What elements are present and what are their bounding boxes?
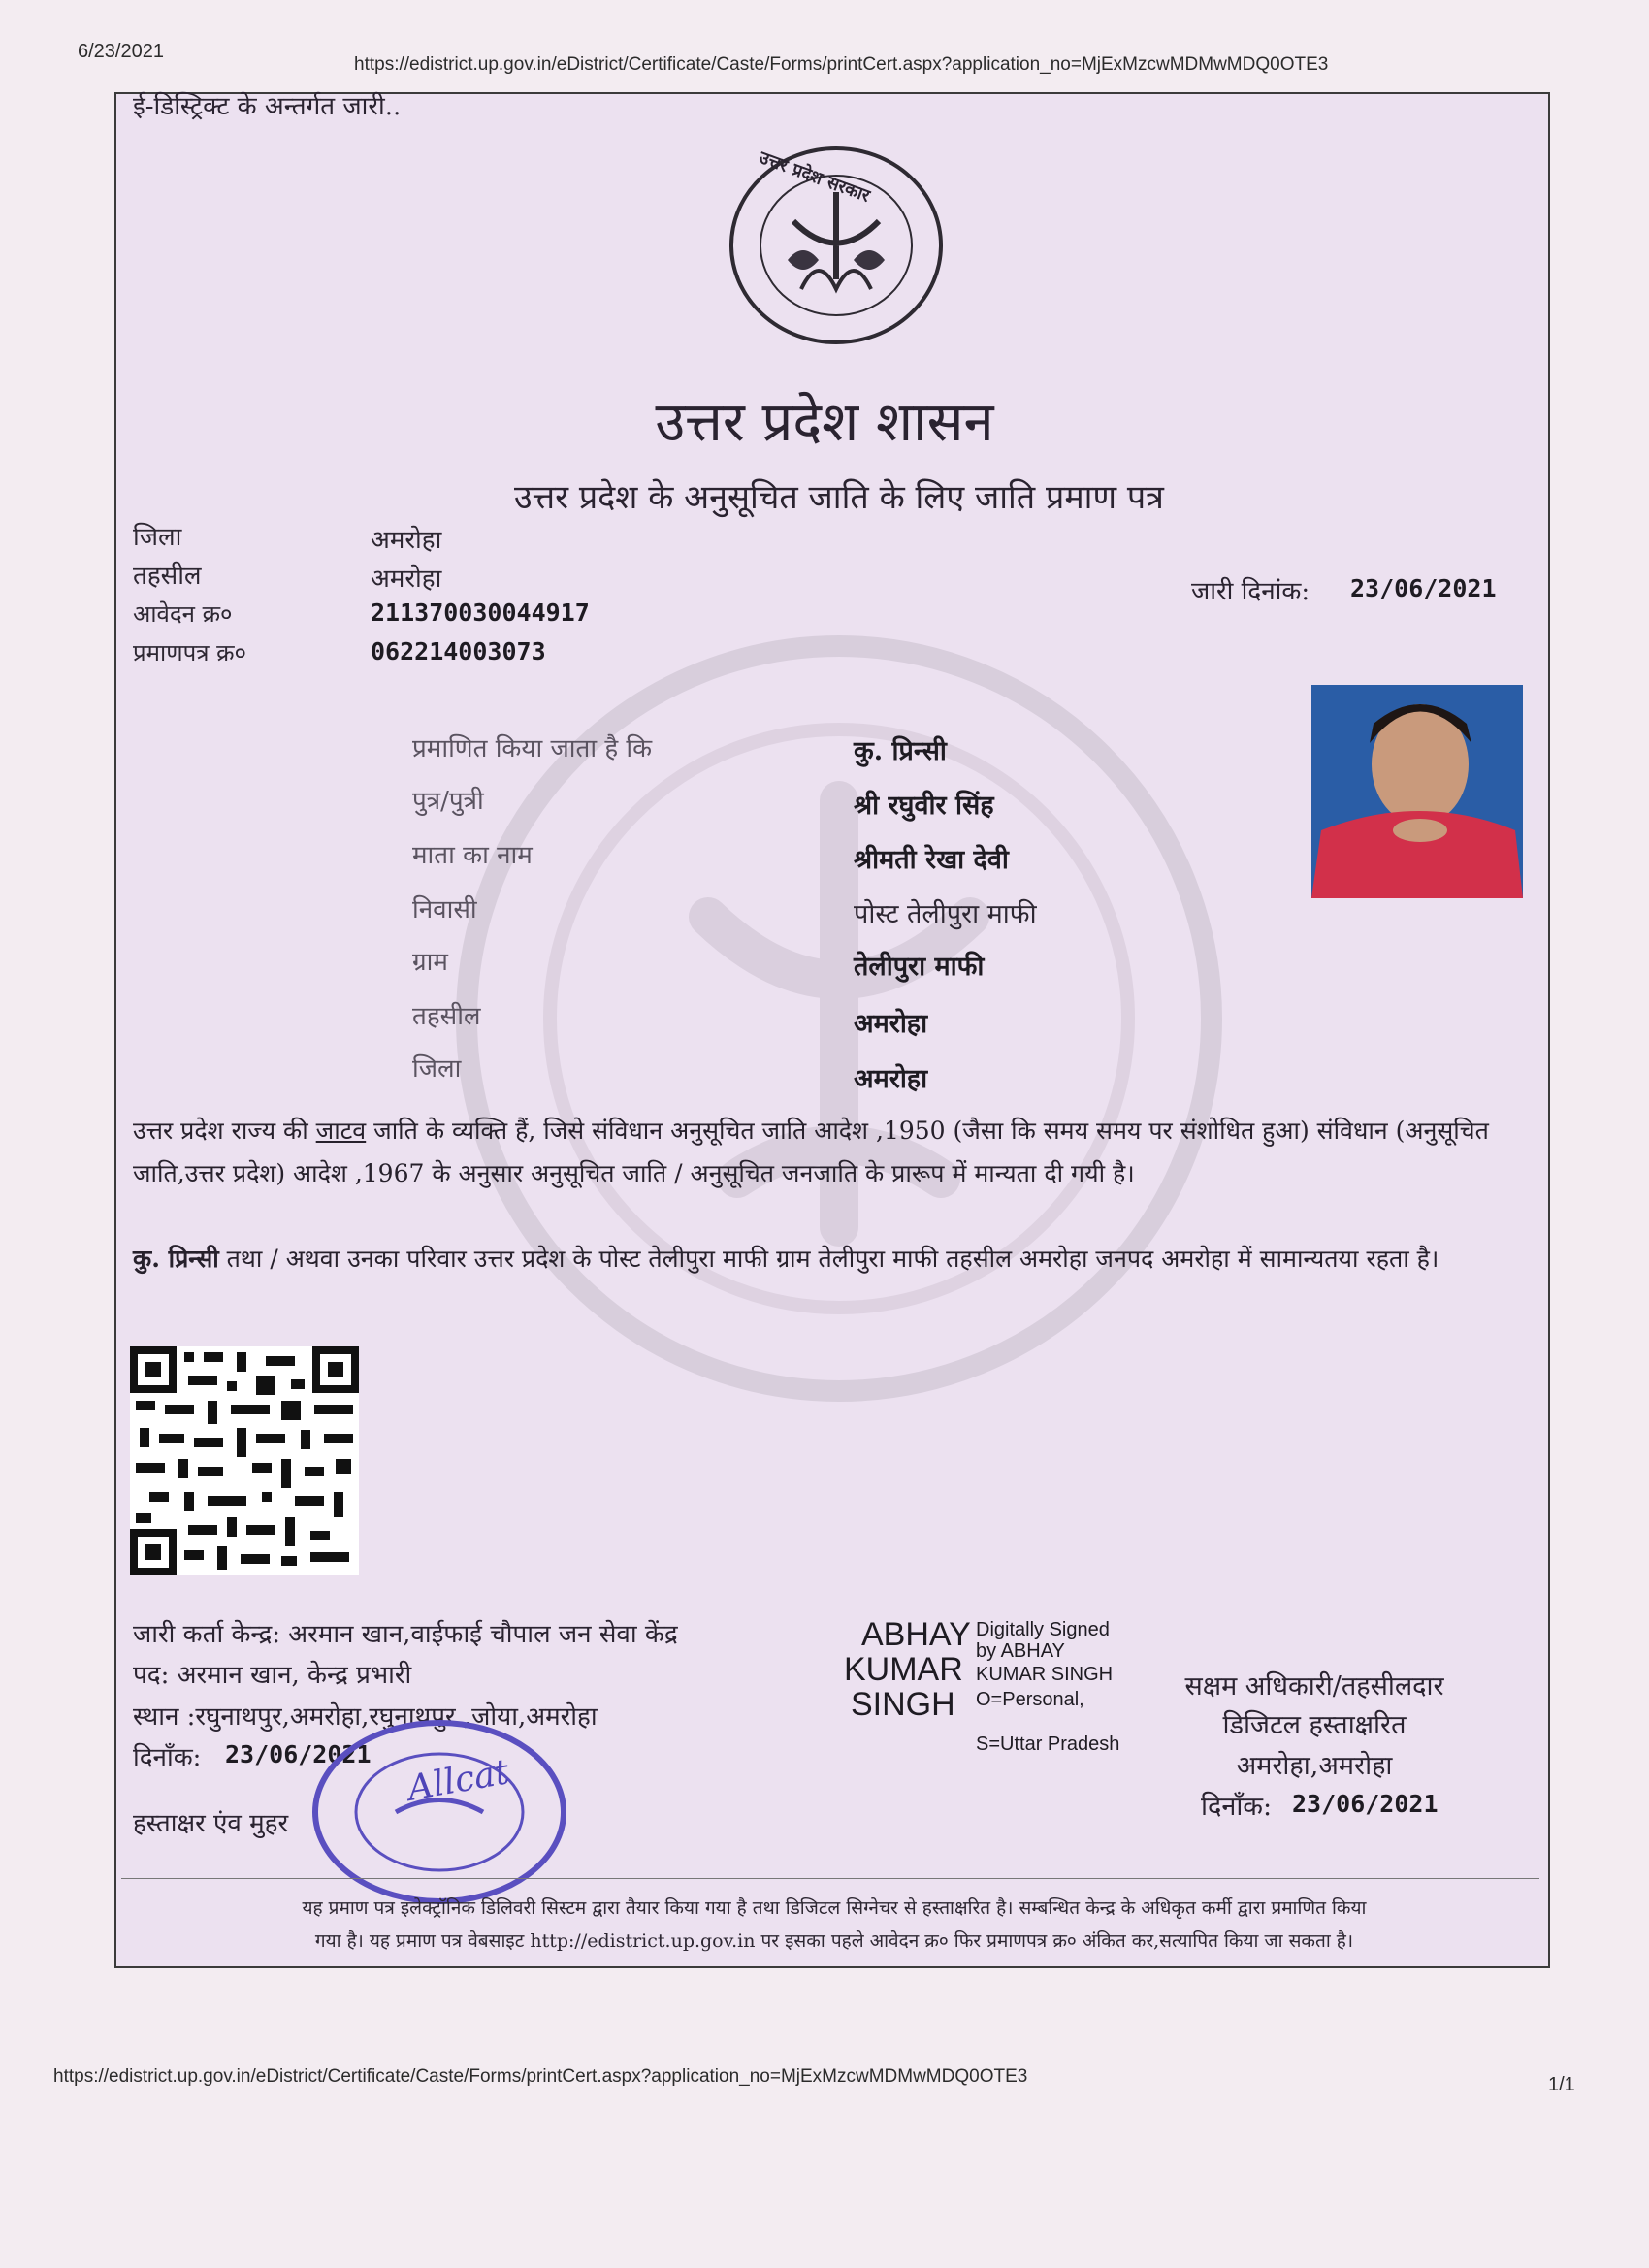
residence-person-name: कु. प्रिन्सी [133,1245,219,1273]
stamp-signature: Allcat [404,1752,512,1809]
field-value-tehsil: अमरोहा [854,1009,928,1039]
issuer-date-label: दिनाँक: [133,1743,202,1772]
footer-divider [121,1878,1539,1879]
field-value-district: अमरोहा [854,1064,928,1094]
meta-value-tehsil: अमरोहा [371,565,442,594]
field-value-name: कु. प्रिन्सी [854,736,947,766]
officer-title: सक्षम अधिकारी/तहसीलदार [1184,1671,1444,1701]
print-url-bottom: https://edistrict.up.gov.in/eDistrict/Certificate/Caste/Forms/printCert.aspx?application_no=MjExMzcwMDMwMDQ0OTE3 [53,2066,1028,2087]
field-label-resident: निवासी [412,895,477,924]
meta-label-tehsil: तहसील [133,562,202,591]
meta-label-application-no: आवेदन क्र० [133,600,233,628]
dsig-detail-3: KUMAR SINGH [976,1664,1114,1685]
footer-line-2: गया है। यह प्रमाण पत्र वेबसाइट http://edistrict.up.gov.in पर इसका पहले आवेदन क्र० फिर प्रमाणपत्र क्र० अंकित कर,सत्यापित किया जा सकता है। [314,1930,1354,1952]
dsig-name-line3: SINGH [851,1686,955,1723]
dsig-detail-5: S=Uttar Pradesh [976,1733,1120,1755]
dsig-name-line1: ABHAY [861,1616,971,1653]
field-label-child-of: पुत्र/पुत्री [412,787,484,816]
dsig-detail-2: by ABHAY [976,1640,1065,1662]
officer-date: 23/06/2021 [1292,1790,1439,1818]
issuer-date: 23/06/2021 [225,1740,372,1768]
meta-label-certificate-no: प्रमाणपत्र क्र० [133,639,246,666]
officer-date-label: दिनाँक: [1201,1792,1273,1822]
issue-date: 23/06/2021 [1350,574,1497,602]
field-label-tehsil: तहसील [412,1002,481,1031]
watermark-trident-icon [543,723,1135,1314]
issued-under-label: ई-डिस्ट्रिक्ट के अन्तर्गत जारी.. [133,92,402,121]
residence-paragraph: कु. प्रिन्सी तथा / अथवा उनका परिवार उत्तर प्रदेश के पोस्ट तेलीपुरा माफी ग्राम तेलीपुरा माफी तहसील अमरोहा जनपद अमरोहा में सामान्यतया रहता है। [133,1245,1439,1273]
emblem-text: उत्तर प्रदेश सरकार [756,147,873,207]
field-label-district: जिला [412,1054,462,1084]
field-value-father: श्री रघुवीर सिंह [854,791,994,821]
field-label-certified: प्रमाणित किया जाता है कि [412,734,653,763]
issuer-sign-label: हस्ताक्षर एंव मुहर [133,1809,289,1838]
qr-code [130,1346,359,1575]
field-label-village: ग्राम [412,948,448,977]
field-value-resident: पोस्ट तेलीपुरा माफी [854,899,1037,929]
issuer-place: स्थान :रघुनाथपुर,अमरोहा,रघुनाथपुर ,जोया,अमरोहा [133,1702,598,1732]
meta-value-application-no: 211370030044917 [371,599,590,627]
issuer-centre: जारी कर्ता केन्द्र: अरमान खान,वाईफाई चौपाल जन सेवा केंद्र [133,1620,678,1649]
caste-paragraph: उत्तर प्रदेश राज्य की जाटव जाति के व्यक्ति हैं, जिसे संविधान अनुसूचित जाति आदेश ,1950 (जैसा कि समय समय पर संशोधित हुआ) संविधान (अनुसूचित जाति,उत्तर प्रदेश) आदेश ,1967 के अनुसार अनुसूचित जाति / अनुसूचित जनजाति के प्रारूप में मान्यता दी गयी है। [133,1117,1489,1187]
dsig-detail-4: O=Personal, [976,1689,1084,1710]
issue-date-label: जारी दिनांक: [1191,577,1310,606]
field-value-village: तेलीपुरा माफी [854,952,985,982]
officer-digitally-signed: डिजिटल हस्ताक्षरित [1222,1710,1406,1740]
print-date: 6/23/2021 [78,41,164,62]
issuer-post: पद: अरमान खान, केन्द्र प्रभारी [133,1661,412,1690]
print-url-top: https://edistrict.up.gov.in/eDistrict/Certificate/Caste/Forms/printCert.aspx?application_no=MjExMzcwMDMwMDQ0OTE3 [354,54,1329,75]
field-value-mother: श्रीमती रेखा देवी [854,845,1009,875]
field-label-mother: माता का नाम [412,841,533,870]
officer-place: अमरोहा,अमरोहा [1236,1751,1393,1781]
print-page-count: 1/1 [1548,2074,1575,2095]
certificate-subtitle: उत्तर प्रदेश के अनुसूचित जाति के लिए जाति प्रमाण पत्र [514,478,1164,517]
meta-value-district: अमरोहा [371,526,442,555]
certificate-title: उत्तर प्रदेश शासन [655,391,994,454]
meta-label-district: जिला [133,523,182,552]
applicant-photo [1311,685,1523,898]
centre-seal-stamp-icon [308,1715,570,1909]
caste-name: जाटव [315,1117,367,1145]
meta-value-certificate-no: 062214003073 [371,637,546,665]
dsig-detail-1: Digitally Signed [976,1619,1110,1640]
dsig-name-line2: KUMAR [844,1651,963,1688]
footer-line-1: यह प्रमाण पत्र इलेक्ट्रॉनिक डिलिवरी सिस्टम द्वारा तैयार किया गया है तथा डिजिटल सिग्नेचर से हस्ताक्षरित है। सम्बन्धित केन्द्र के अधिकृत कर्मी द्वारा प्रमाणित किया [302,1897,1367,1919]
